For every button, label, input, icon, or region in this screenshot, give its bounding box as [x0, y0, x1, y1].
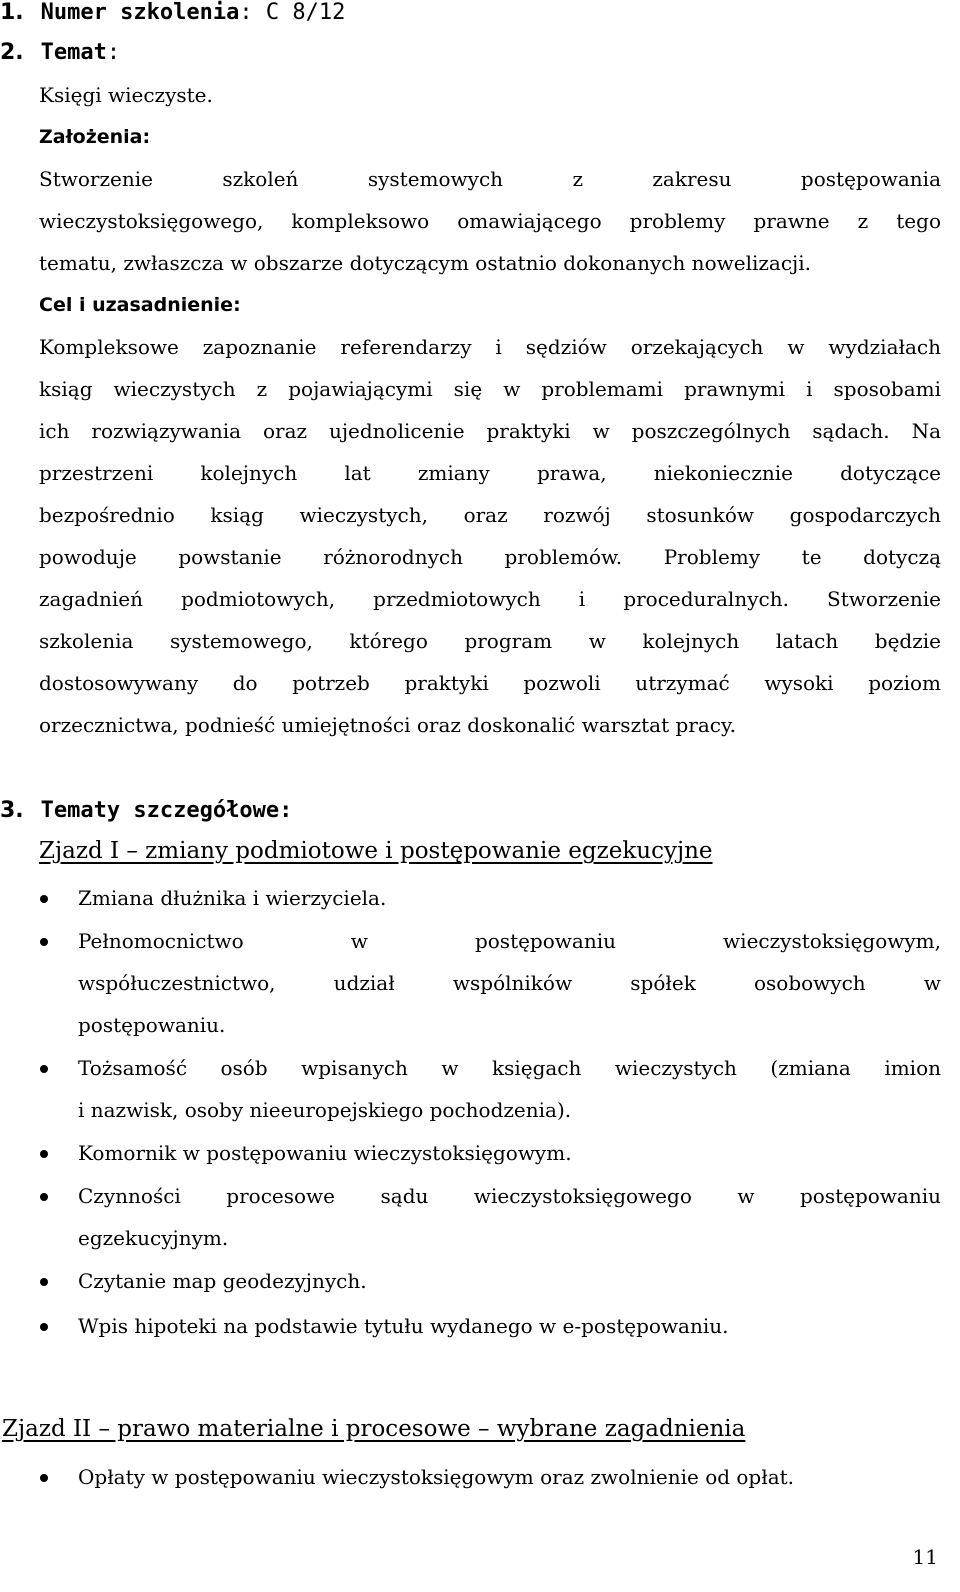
- heading-tematy-szczegolowe: [0, 798, 292, 823]
- list-item-line: Pełnomocnictwo w postępowaniu wieczystoksięgowym,: [78, 929, 941, 953]
- zalozenia-label: Założenia:: [39, 126, 151, 148]
- list-item-line: współuczestnictwo, udział wspólników spółek osobowych w: [78, 971, 941, 995]
- zalozenia-paragraph: [39, 158, 941, 284]
- list-item: [78, 920, 941, 1046]
- list-item: [78, 1260, 941, 1302]
- paragraph-line: bezpośrednio ksiąg wieczystych, oraz rozwój stosunków gospodarczych: [39, 503, 941, 527]
- paragraph-line: ksiąg wieczystych z pojawiającymi się w problemami prawnymi i sposobami: [39, 377, 941, 401]
- list-item: [78, 1047, 941, 1131]
- numer-szkolenia-value: : C 8/12: [239, 0, 346, 25]
- paragraph-line: zagadnień podmiotowych, przedmiotowych i proceduralnych. Stworzenie: [39, 587, 941, 611]
- list-item-line: Tożsamość osób wpisanych w księgach wieczystych (zmiana imion: [78, 1056, 941, 1080]
- paragraph-line: dostosowywany do potrzeb praktyki pozwoli utrzymać wysoki poziom: [39, 671, 941, 695]
- list-item: [78, 877, 941, 919]
- paragraph-line: powoduje powstanie różnorodnych problemów. Problemy te dotyczą: [39, 545, 941, 569]
- zjazd2-title: Zjazd II – prawo materialne i procesowe – wybrane zagadnienia: [2, 1416, 746, 1442]
- temat-value: Księgi wieczyste.: [39, 83, 213, 107]
- list-item: [78, 1456, 941, 1498]
- bullet-icon: [40, 1278, 48, 1286]
- list-item-line: egzekucyjnym.: [78, 1226, 229, 1250]
- bullet-icon: [40, 1474, 48, 1482]
- bullet-icon: [40, 1150, 48, 1158]
- paragraph-line: ich rozwiązywania oraz ujednolicenie praktyki w poszczególnych sądach. Na: [39, 419, 941, 443]
- list-item-line: Komornik w postępowaniu wieczystoksięgowym.: [78, 1141, 572, 1165]
- list-item-line: Wpis hipoteki na podstawie tytułu wydanego w e-postępowaniu.: [78, 1314, 729, 1338]
- bullet-icon: [40, 1065, 48, 1073]
- bullet-icon: [40, 938, 48, 946]
- list-item: [78, 1305, 941, 1347]
- section-number: 1.: [0, 0, 24, 25]
- paragraph-line: przestrzeni kolejnych lat zmiany prawa, niekoniecznie dotyczące: [39, 461, 941, 485]
- paragraph-line: Stworzenie szkoleń systemowych z zakresu postępowania: [39, 167, 941, 191]
- list-item: [78, 1132, 941, 1174]
- temat-label: Temat: [40, 40, 107, 65]
- list-item-line: postępowaniu.: [78, 1013, 226, 1037]
- paragraph-line: tematu, zwłaszcza w obszarze dotyczącym ostatnio dokonanych nowelizacji.: [39, 251, 811, 275]
- cel-paragraph: [39, 326, 941, 746]
- numer-szkolenia-label: Numer szkolenia: [40, 0, 240, 25]
- list-item-line: Opłaty w postępowaniu wieczystoksięgowym oraz zwolnienie od opłat.: [78, 1465, 795, 1489]
- bullet-icon: [40, 1193, 48, 1201]
- list-item-line: Zmiana dłużnika i wierzyciela.: [78, 886, 387, 910]
- bullet-icon: [40, 895, 48, 903]
- temat-colon: :: [106, 40, 121, 65]
- cel-label: Cel i uzasadnienie:: [39, 294, 241, 316]
- list-item-line: Czynności procesowe sądu wieczystoksięgowego w postępowaniu: [78, 1184, 941, 1208]
- heading-temat: [0, 40, 120, 65]
- tematy-label: Tematy szczegółowe:: [40, 798, 293, 823]
- paragraph-line: orzecznictwa, podnieść umiejętności oraz doskonalić warsztat pracy.: [39, 713, 736, 737]
- bullet-icon: [40, 1323, 48, 1331]
- paragraph-line: wieczystoksięgowego, kompleksowo omawiającego problemy prawne z tego: [39, 209, 941, 233]
- list-item: [78, 1175, 941, 1259]
- paragraph-line: szkolenia systemowego, którego program w kolejnych latach będzie: [39, 629, 941, 653]
- list-item-line: i nazwisk, osoby nieeuropejskiego pochodzenia).: [78, 1098, 572, 1122]
- paragraph-line: Kompleksowe zapoznanie referendarzy i sędziów orzekających w wydziałach: [39, 335, 941, 359]
- section-number: 3.: [0, 798, 24, 823]
- heading-numer-szkolenia: [0, 0, 345, 25]
- list-item-line: Czytanie map geodezyjnych.: [78, 1269, 367, 1293]
- section-number: 2.: [0, 40, 24, 65]
- zjazd1-title: Zjazd I – zmiany podmiotowe i postępowanie egzekucyjne: [39, 838, 713, 864]
- page-number: 11: [912, 1545, 938, 1569]
